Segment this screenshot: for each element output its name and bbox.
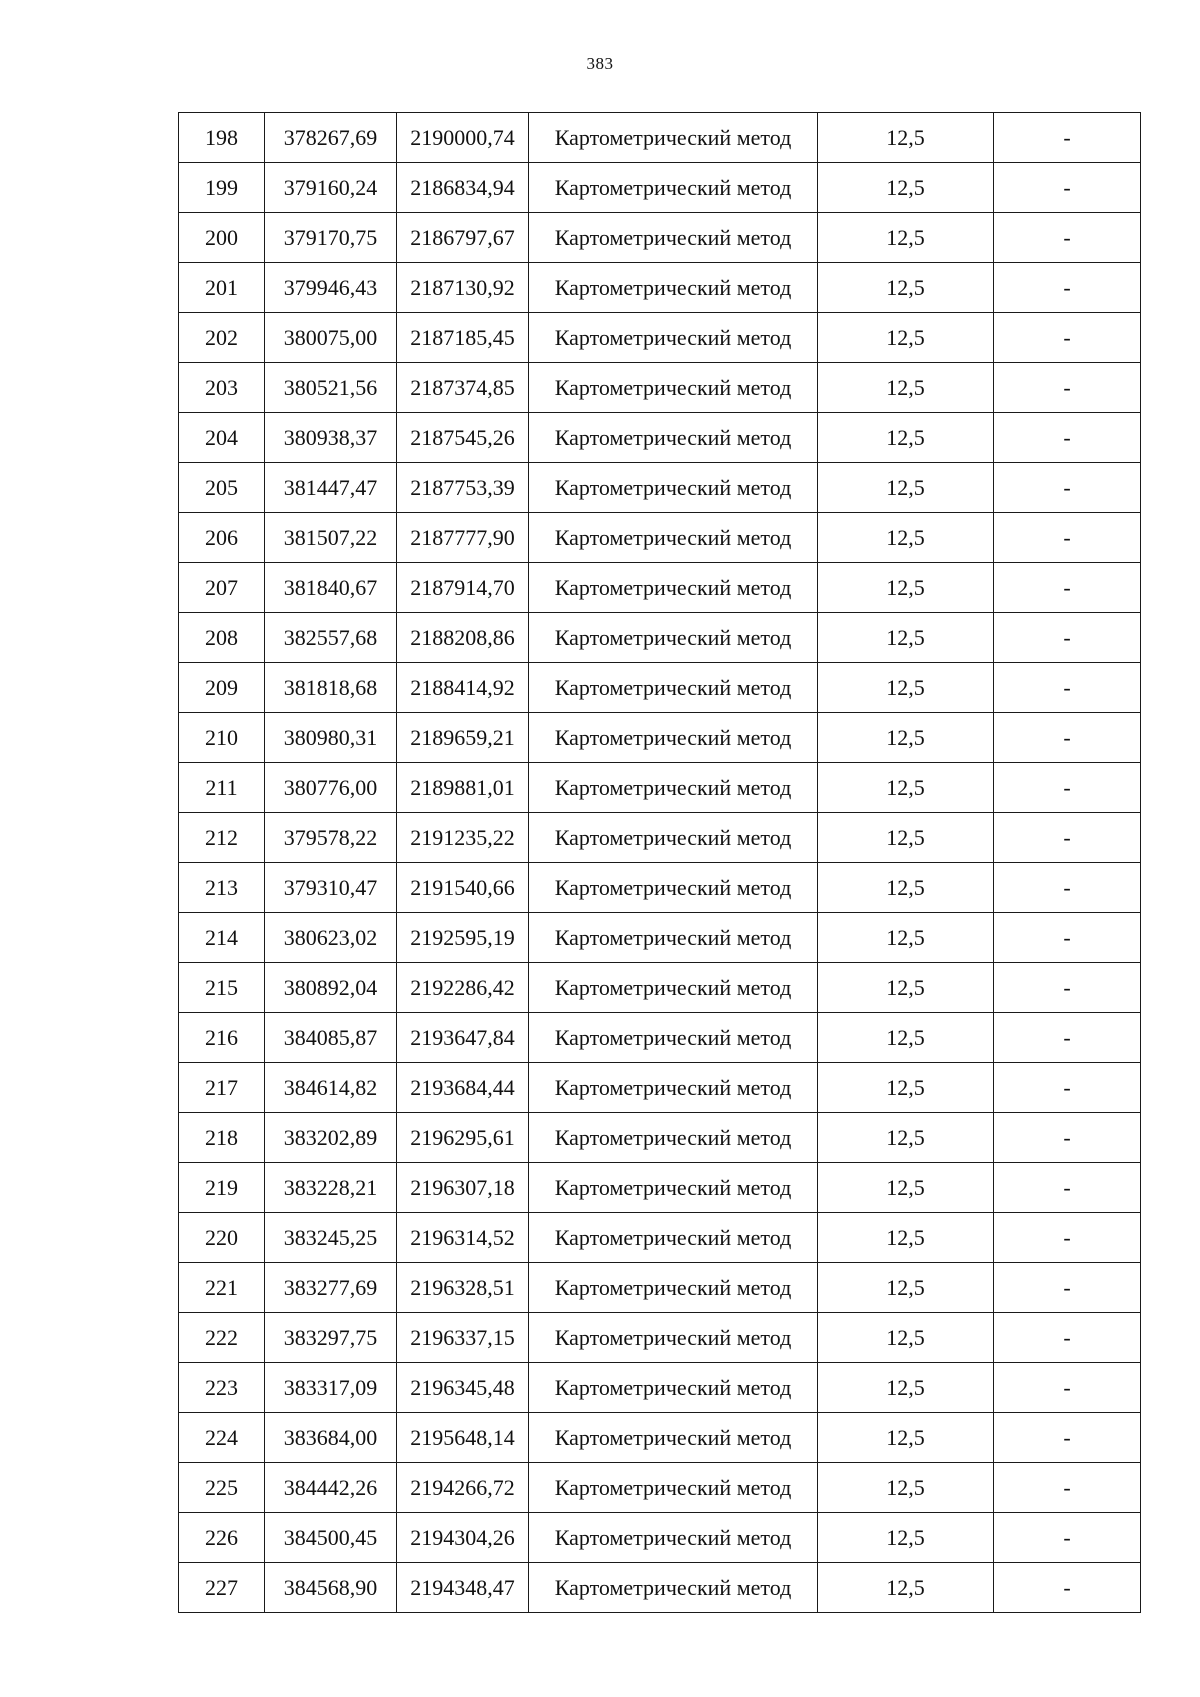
point-number-cell: 227 (179, 1563, 265, 1613)
x-coordinate-cell: 380776,00 (265, 763, 397, 813)
table-row (179, 1063, 1141, 1113)
note-cell: - (994, 963, 1141, 1013)
point-number-cell: 200 (179, 213, 265, 263)
y-coordinate-cell: 2190000,74 (397, 113, 529, 163)
x-coordinate-cell: 380892,04 (265, 963, 397, 1013)
accuracy-cell: 12,5 (818, 513, 994, 563)
y-coordinate-cell: 2186797,67 (397, 213, 529, 263)
x-coordinate-cell: 383684,00 (265, 1413, 397, 1463)
table-row (179, 1313, 1141, 1363)
note-cell: - (994, 513, 1141, 563)
table-row (179, 613, 1141, 663)
table-row (179, 213, 1141, 263)
y-coordinate-cell: 2187374,85 (397, 363, 529, 413)
method-cell: Картометрический метод (529, 913, 818, 963)
method-cell: Картометрический метод (529, 863, 818, 913)
method-cell: Картометрический метод (529, 413, 818, 463)
point-number-cell: 212 (179, 813, 265, 863)
y-coordinate-cell: 2191540,66 (397, 863, 529, 913)
y-coordinate-cell: 2187914,70 (397, 563, 529, 613)
x-coordinate-cell: 382557,68 (265, 613, 397, 663)
x-coordinate-cell: 380521,56 (265, 363, 397, 413)
note-cell: - (994, 913, 1141, 963)
accuracy-cell: 12,5 (818, 1213, 994, 1263)
point-number-cell: 199 (179, 163, 265, 213)
note-cell: - (994, 1363, 1141, 1413)
point-number-cell: 204 (179, 413, 265, 463)
point-number-cell: 216 (179, 1013, 265, 1063)
accuracy-cell: 12,5 (818, 313, 994, 363)
method-cell: Картометрический метод (529, 1563, 818, 1613)
y-coordinate-cell: 2196337,15 (397, 1313, 529, 1363)
y-coordinate-cell: 2187185,45 (397, 313, 529, 363)
point-number-cell: 214 (179, 913, 265, 963)
accuracy-cell: 12,5 (818, 213, 994, 263)
accuracy-cell: 12,5 (818, 813, 994, 863)
accuracy-cell: 12,5 (818, 1063, 994, 1113)
table-row (179, 1163, 1141, 1213)
method-cell: Картометрический метод (529, 463, 818, 513)
y-coordinate-cell: 2188208,86 (397, 613, 529, 663)
note-cell: - (994, 1063, 1141, 1113)
table-row (179, 163, 1141, 213)
method-cell: Картометрический метод (529, 1513, 818, 1563)
note-cell: - (994, 263, 1141, 313)
x-coordinate-cell: 379170,75 (265, 213, 397, 263)
table-row (179, 963, 1141, 1013)
method-cell: Картометрический метод (529, 1263, 818, 1313)
y-coordinate-cell: 2186834,94 (397, 163, 529, 213)
accuracy-cell: 12,5 (818, 1563, 994, 1613)
method-cell: Картометрический метод (529, 563, 818, 613)
x-coordinate-cell: 380980,31 (265, 713, 397, 763)
point-number-cell: 220 (179, 1213, 265, 1263)
point-number-cell: 207 (179, 563, 265, 613)
note-cell: - (994, 363, 1141, 413)
accuracy-cell: 12,5 (818, 463, 994, 513)
table-row (179, 363, 1141, 413)
method-cell: Картометрический метод (529, 263, 818, 313)
y-coordinate-cell: 2187130,92 (397, 263, 529, 313)
x-coordinate-cell: 378267,69 (265, 113, 397, 163)
note-cell: - (994, 1463, 1141, 1513)
y-coordinate-cell: 2196314,52 (397, 1213, 529, 1263)
point-number-cell: 202 (179, 313, 265, 363)
point-number-cell: 219 (179, 1163, 265, 1213)
accuracy-cell: 12,5 (818, 1113, 994, 1163)
point-number-cell: 226 (179, 1513, 265, 1563)
method-cell: Картометрический метод (529, 763, 818, 813)
note-cell: - (994, 613, 1141, 663)
method-cell: Картометрический метод (529, 363, 818, 413)
table-row (179, 663, 1141, 713)
accuracy-cell: 12,5 (818, 1013, 994, 1063)
accuracy-cell: 12,5 (818, 1463, 994, 1513)
point-number-cell: 215 (179, 963, 265, 1013)
note-cell: - (994, 1563, 1141, 1613)
method-cell: Картометрический метод (529, 1463, 818, 1513)
accuracy-cell: 12,5 (818, 113, 994, 163)
point-number-cell: 206 (179, 513, 265, 563)
note-cell: - (994, 863, 1141, 913)
point-number-cell: 224 (179, 1413, 265, 1463)
page-number: 383 (586, 54, 614, 73)
y-coordinate-cell: 2193647,84 (397, 1013, 529, 1063)
y-coordinate-cell: 2196345,48 (397, 1363, 529, 1413)
y-coordinate-cell: 2194266,72 (397, 1463, 529, 1513)
method-cell: Картометрический метод (529, 513, 818, 563)
x-coordinate-cell: 379946,43 (265, 263, 397, 313)
table-row (179, 1463, 1141, 1513)
point-number-cell: 213 (179, 863, 265, 913)
y-coordinate-cell: 2189659,21 (397, 713, 529, 763)
point-number-cell: 218 (179, 1113, 265, 1163)
table-row (179, 1213, 1141, 1263)
point-number-cell: 208 (179, 613, 265, 663)
table-row (179, 1563, 1141, 1613)
method-cell: Картометрический метод (529, 313, 818, 363)
table-row (179, 1113, 1141, 1163)
table-row (179, 113, 1141, 163)
x-coordinate-cell: 384442,26 (265, 1463, 397, 1513)
note-cell: - (994, 713, 1141, 763)
accuracy-cell: 12,5 (818, 413, 994, 463)
table-row (179, 863, 1141, 913)
accuracy-cell: 12,5 (818, 1513, 994, 1563)
accuracy-cell: 12,5 (818, 263, 994, 313)
coordinates-table-body (179, 113, 1141, 1613)
x-coordinate-cell: 380938,37 (265, 413, 397, 463)
accuracy-cell: 12,5 (818, 1263, 994, 1313)
y-coordinate-cell: 2187777,90 (397, 513, 529, 563)
method-cell: Картометрический метод (529, 1063, 818, 1113)
x-coordinate-cell: 383228,21 (265, 1163, 397, 1213)
y-coordinate-cell: 2195648,14 (397, 1413, 529, 1463)
point-number-cell: 221 (179, 1263, 265, 1313)
x-coordinate-cell: 384500,45 (265, 1513, 397, 1563)
point-number-cell: 223 (179, 1363, 265, 1413)
accuracy-cell: 12,5 (818, 163, 994, 213)
method-cell: Картометрический метод (529, 1413, 818, 1463)
y-coordinate-cell: 2194348,47 (397, 1563, 529, 1613)
x-coordinate-cell: 384568,90 (265, 1563, 397, 1613)
x-coordinate-cell: 379310,47 (265, 863, 397, 913)
x-coordinate-cell: 383202,89 (265, 1113, 397, 1163)
point-number-cell: 198 (179, 113, 265, 163)
note-cell: - (994, 663, 1141, 713)
y-coordinate-cell: 2192286,42 (397, 963, 529, 1013)
x-coordinate-cell: 383317,09 (265, 1363, 397, 1413)
note-cell: - (994, 1263, 1141, 1313)
note-cell: - (994, 313, 1141, 363)
note-cell: - (994, 463, 1141, 513)
table-row (179, 263, 1141, 313)
point-number-cell: 201 (179, 263, 265, 313)
method-cell: Картометрический метод (529, 613, 818, 663)
y-coordinate-cell: 2196307,18 (397, 1163, 529, 1213)
accuracy-cell: 12,5 (818, 963, 994, 1013)
method-cell: Картометрический метод (529, 813, 818, 863)
point-number-cell: 210 (179, 713, 265, 763)
table-row (179, 813, 1141, 863)
x-coordinate-cell: 380623,02 (265, 913, 397, 963)
x-coordinate-cell: 383277,69 (265, 1263, 397, 1313)
accuracy-cell: 12,5 (818, 563, 994, 613)
note-cell: - (994, 413, 1141, 463)
x-coordinate-cell: 381818,68 (265, 663, 397, 713)
table-row (179, 563, 1141, 613)
x-coordinate-cell: 381507,22 (265, 513, 397, 563)
point-number-cell: 225 (179, 1463, 265, 1513)
note-cell: - (994, 763, 1141, 813)
x-coordinate-cell: 381447,47 (265, 463, 397, 513)
x-coordinate-cell: 381840,67 (265, 563, 397, 613)
accuracy-cell: 12,5 (818, 1313, 994, 1363)
method-cell: Картометрический метод (529, 713, 818, 763)
table-row (179, 463, 1141, 513)
note-cell: - (994, 1313, 1141, 1363)
point-number-cell: 203 (179, 363, 265, 413)
x-coordinate-cell: 379578,22 (265, 813, 397, 863)
table-row (179, 1363, 1141, 1413)
table-row (179, 1263, 1141, 1313)
note-cell: - (994, 213, 1141, 263)
y-coordinate-cell: 2192595,19 (397, 913, 529, 963)
method-cell: Картометрический метод (529, 1163, 818, 1213)
method-cell: Картометрический метод (529, 113, 818, 163)
accuracy-cell: 12,5 (818, 1413, 994, 1463)
note-cell: - (994, 1013, 1141, 1063)
y-coordinate-cell: 2193684,44 (397, 1063, 529, 1113)
accuracy-cell: 12,5 (818, 713, 994, 763)
point-number-cell: 211 (179, 763, 265, 813)
y-coordinate-cell: 2196328,51 (397, 1263, 529, 1313)
table-row (179, 1513, 1141, 1563)
method-cell: Картометрический метод (529, 1213, 818, 1263)
y-coordinate-cell: 2196295,61 (397, 1113, 529, 1163)
method-cell: Картометрический метод (529, 163, 818, 213)
y-coordinate-cell: 2187545,26 (397, 413, 529, 463)
method-cell: Картометрический метод (529, 1313, 818, 1363)
note-cell: - (994, 1413, 1141, 1463)
y-coordinate-cell: 2194304,26 (397, 1513, 529, 1563)
method-cell: Картометрический метод (529, 213, 818, 263)
method-cell: Картометрический метод (529, 1013, 818, 1063)
note-cell: - (994, 1213, 1141, 1263)
x-coordinate-cell: 380075,00 (265, 313, 397, 363)
table-row (179, 1013, 1141, 1063)
note-cell: - (994, 1113, 1141, 1163)
accuracy-cell: 12,5 (818, 1363, 994, 1413)
accuracy-cell: 12,5 (818, 863, 994, 913)
x-coordinate-cell: 383297,75 (265, 1313, 397, 1363)
table-row (179, 513, 1141, 563)
accuracy-cell: 12,5 (818, 763, 994, 813)
accuracy-cell: 12,5 (818, 1163, 994, 1213)
point-number-cell: 209 (179, 663, 265, 713)
point-number-cell: 205 (179, 463, 265, 513)
table-row (179, 713, 1141, 763)
note-cell: - (994, 113, 1141, 163)
y-coordinate-cell: 2191235,22 (397, 813, 529, 863)
x-coordinate-cell: 383245,25 (265, 1213, 397, 1263)
x-coordinate-cell: 384614,82 (265, 1063, 397, 1113)
accuracy-cell: 12,5 (818, 363, 994, 413)
point-number-cell: 222 (179, 1313, 265, 1363)
y-coordinate-cell: 2188414,92 (397, 663, 529, 713)
accuracy-cell: 12,5 (818, 663, 994, 713)
table-row (179, 763, 1141, 813)
note-cell: - (994, 1163, 1141, 1213)
y-coordinate-cell: 2187753,39 (397, 463, 529, 513)
table-row (179, 413, 1141, 463)
table-row (179, 1413, 1141, 1463)
table-row (179, 313, 1141, 363)
note-cell: - (994, 563, 1141, 613)
table-row (179, 913, 1141, 963)
method-cell: Картометрический метод (529, 1363, 818, 1413)
accuracy-cell: 12,5 (818, 913, 994, 963)
note-cell: - (994, 1513, 1141, 1563)
method-cell: Картометрический метод (529, 1113, 818, 1163)
point-number-cell: 217 (179, 1063, 265, 1113)
y-coordinate-cell: 2189881,01 (397, 763, 529, 813)
note-cell: - (994, 813, 1141, 863)
x-coordinate-cell: 384085,87 (265, 1013, 397, 1063)
note-cell: - (994, 163, 1141, 213)
method-cell: Картометрический метод (529, 963, 818, 1013)
x-coordinate-cell: 379160,24 (265, 163, 397, 213)
accuracy-cell: 12,5 (818, 613, 994, 663)
coordinates-table (178, 112, 1141, 1613)
method-cell: Картометрический метод (529, 663, 818, 713)
